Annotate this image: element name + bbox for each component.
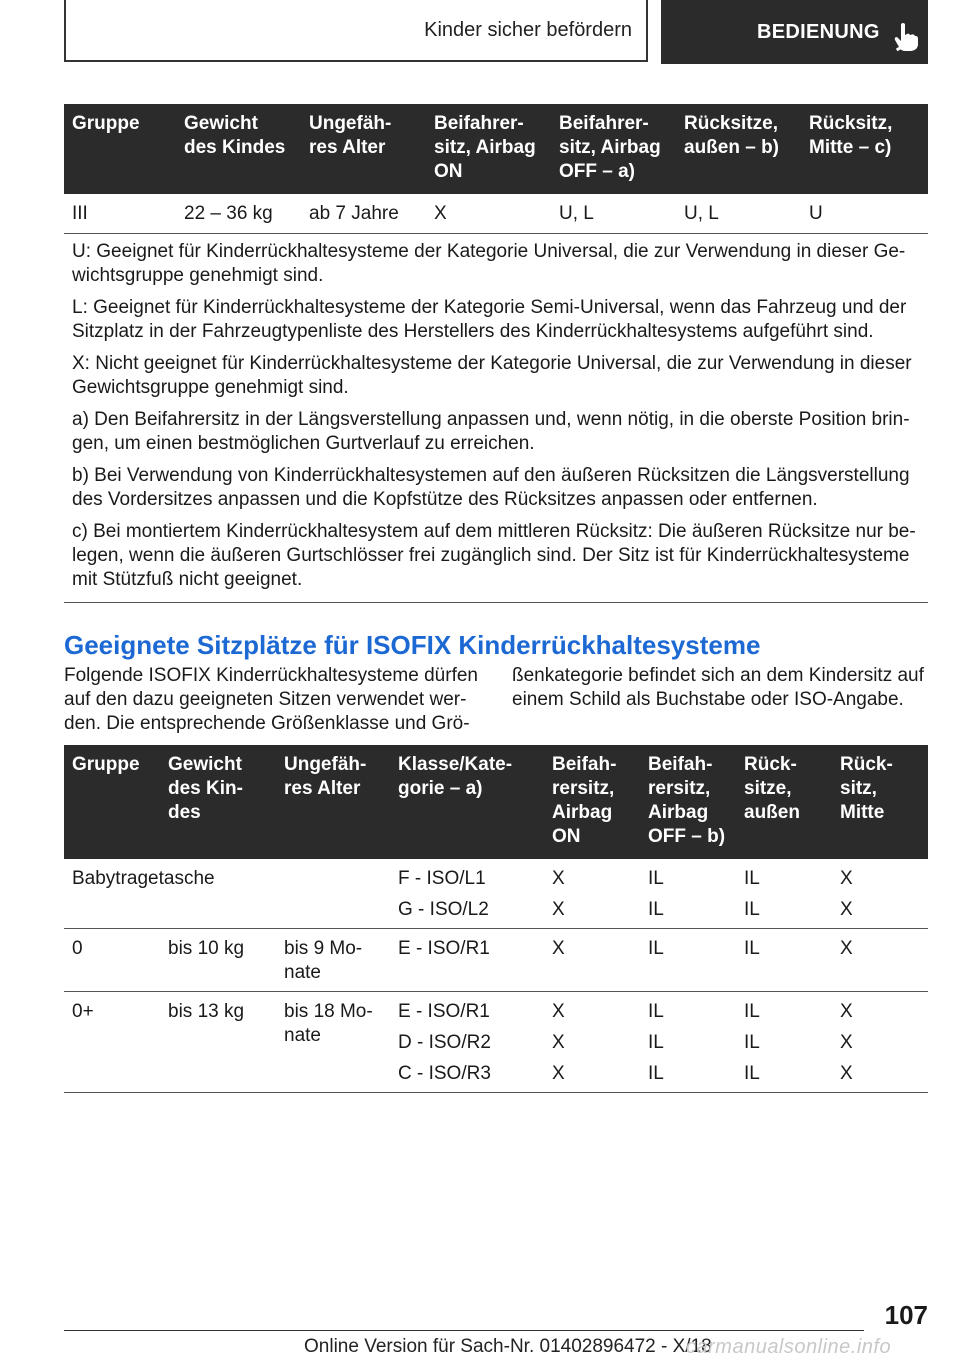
cell-line: IL [744,1032,760,1053]
table-row [64,929,928,992]
cell-line: X [552,1001,565,1022]
col-gewicht: Gewicht des Kindes [176,104,301,194]
cell: U, L [684,203,719,224]
table-header-row [64,104,928,194]
chapter-tab[interactable] [661,0,928,64]
cell: ab 7 Jahre [309,203,399,224]
cell-line: IL [744,868,760,889]
cell-gruppe: 0 [64,929,160,992]
cell-line: X [552,1063,565,1084]
section-header [64,0,648,62]
cell-klasse [390,859,544,929]
col-ruecksitz-mitte: Rücksitz, Mitte – c) [801,104,928,194]
cell-aussen [736,992,832,1093]
intro-left: Folgende ISOFIX Kinderrückhaltesysteme dürfen auf den dazu geeigneten Sitzen verwendet wer-den. Die entsprechende Größenklasse und Grö- [64,665,478,734]
cell: 22 – 36 kg [184,203,273,224]
col-ruecksitze-aussen: Rücksitze, außen – b) [676,104,801,194]
cell-on: X [544,929,640,992]
cell-line: E - ISO/R1 [398,1001,490,1022]
cell-line: D - ISO/R2 [398,1032,491,1053]
cell-gruppe: Babytragetasche [64,859,390,929]
footnote-l: L: Geeignet für Kinderrückhaltesysteme der Kategorie Semi-Universal, wenn das Fahrzeug und der Sitzplatz in der Fahrzeugtypenliste des Herstellers des Kinderrückhaltesystems aufgeführt sind. [72,297,907,342]
cell-line: X [840,899,853,920]
table-row [64,194,928,232]
cell-mitte [832,859,928,929]
col-ruecksitze-aussen: Rück-sitze, außen [736,745,832,859]
cell-line: IL [648,1063,664,1084]
section-title: Geeignete Sitzplätze für ISOFIX Kinderrückhaltesysteme [64,630,761,660]
cell-klasse [390,992,544,1093]
cell-line: IL [648,868,664,889]
cell-off: IL [640,929,736,992]
col-gruppe: Gruppe [64,104,176,194]
footnote-b: b) Bei Verwendung von Kinderrückhaltesystemen auf den äußeren Rücksitzen die Längsverstellung des Vordersitzes anpassen und die Kopfstütze des Rücksitzes anpassen oder entfernen. [72,465,910,510]
cell-line: F - ISO/L1 [398,868,486,889]
cell-line: IL [648,1001,664,1022]
footnote-c: c) Bei montiertem Kinderrückhaltesystem auf dem mittleren Rücksitz: Die äußeren Rücksitze nur be-legen, wenn die äußeren Gurtschlösser frei zugänglich sind. Der Sitz ist für Kinderrückhaltesysteme mit Stützfuß nicht geeignet. [72,521,916,590]
cell-gruppe: 0+ [64,992,160,1093]
chapter-label: BEDIENUNG [757,20,880,43]
cell-alter: bis 9 Mo-nate [276,929,390,992]
cell-line: X [552,1032,565,1053]
cell-gewicht: bis 10 kg [160,929,276,992]
col-beifahrer-on: Beifah-rersitz, Airbag ON [544,745,640,859]
cell-line: C - ISO/R3 [398,1063,491,1084]
section-intro [64,664,928,736]
section-header-label: Kinder sicher befördern [424,18,632,41]
child-seat-table-universal [64,104,928,232]
hand-pointer-icon [893,22,919,52]
cell-alter: bis 18 Mo-nate [276,992,390,1093]
col-klasse: Klasse/Kate-gorie – a) [390,745,544,859]
col-alter: Ungefäh-res Alter [276,745,390,859]
cell-mitte [832,992,928,1093]
table-footnotes [64,233,928,603]
footnote-x: X: Nicht geeignet für Kinderrückhaltesysteme der Kategorie Universal, die zur Verwendung in dieser Gewichtsgruppe genehmigt sind. [72,353,912,398]
cell-off [640,992,736,1093]
cell-line: X [840,868,853,889]
cell-line: X [840,1032,853,1053]
cell-on [544,859,640,929]
cell-line: X [840,1001,853,1022]
cell-line: IL [744,1063,760,1084]
cell: III [72,203,88,224]
cell-off [640,859,736,929]
cell-line: IL [648,1032,664,1053]
col-ruecksitz-mitte: Rück-sitz, Mitte [832,745,928,859]
isofix-table [64,745,928,1093]
cell: U, L [559,203,594,224]
intro-right: ßenkategorie befindet sich an dem Kindersitz auf einem Schild als Buchstabe oder ISO-Angabe. [512,665,924,710]
cell-mitte: X [832,929,928,992]
cell-aussen [736,859,832,929]
cell-line: X [840,1063,853,1084]
cell-aussen: IL [736,929,832,992]
cell: X [434,203,447,224]
col-alter: Ungefäh-res Alter [301,104,426,194]
cell-line: X [552,868,565,889]
col-gruppe: Gruppe [64,745,160,859]
cell-line: IL [648,899,664,920]
watermark: carmanualsonline.info [686,1336,892,1358]
col-beifahrer-off: Beifahrer-sitz, Airbag OFF – a) [551,104,676,194]
cell-line: IL [744,899,760,920]
col-beifahrer-on: Beifahrer-sitz, Airbag ON [426,104,551,194]
cell-on [544,992,640,1093]
col-gewicht: Gewicht des Kin-des [160,745,276,859]
cell-line: IL [744,1001,760,1022]
footer-divider [64,1330,864,1331]
table-row [64,992,928,1093]
col-beifahrer-off: Beifah-rersitz, Airbag OFF – b) [640,745,736,859]
cell-line: X [552,899,565,920]
page-header [64,0,928,66]
cell-line: G - ISO/L2 [398,899,489,920]
cell-gewicht: bis 13 kg [160,992,276,1093]
table-row [64,859,928,929]
cell-klasse: E - ISO/R1 [390,929,544,992]
footnote-a: a) Den Beifahrersitz in der Längsverstellung anpassen und, wenn nötig, in die oberste Position brin-gen, um einen bestmöglichen Gurtverlauf zu erreichen. [72,409,910,454]
cell: U [809,203,823,224]
page-number: 107 [884,1300,928,1330]
table-header-row [64,745,928,859]
footnote-u: U: Geeignet für Kinderrückhaltesysteme der Kategorie Universal, die zur Verwendung in dieser Ge-wichtsgruppe genehmigt sind. [72,241,906,286]
footer-text: Online Version für Sach-Nr. 01402896472 - X/18 [304,1336,712,1357]
